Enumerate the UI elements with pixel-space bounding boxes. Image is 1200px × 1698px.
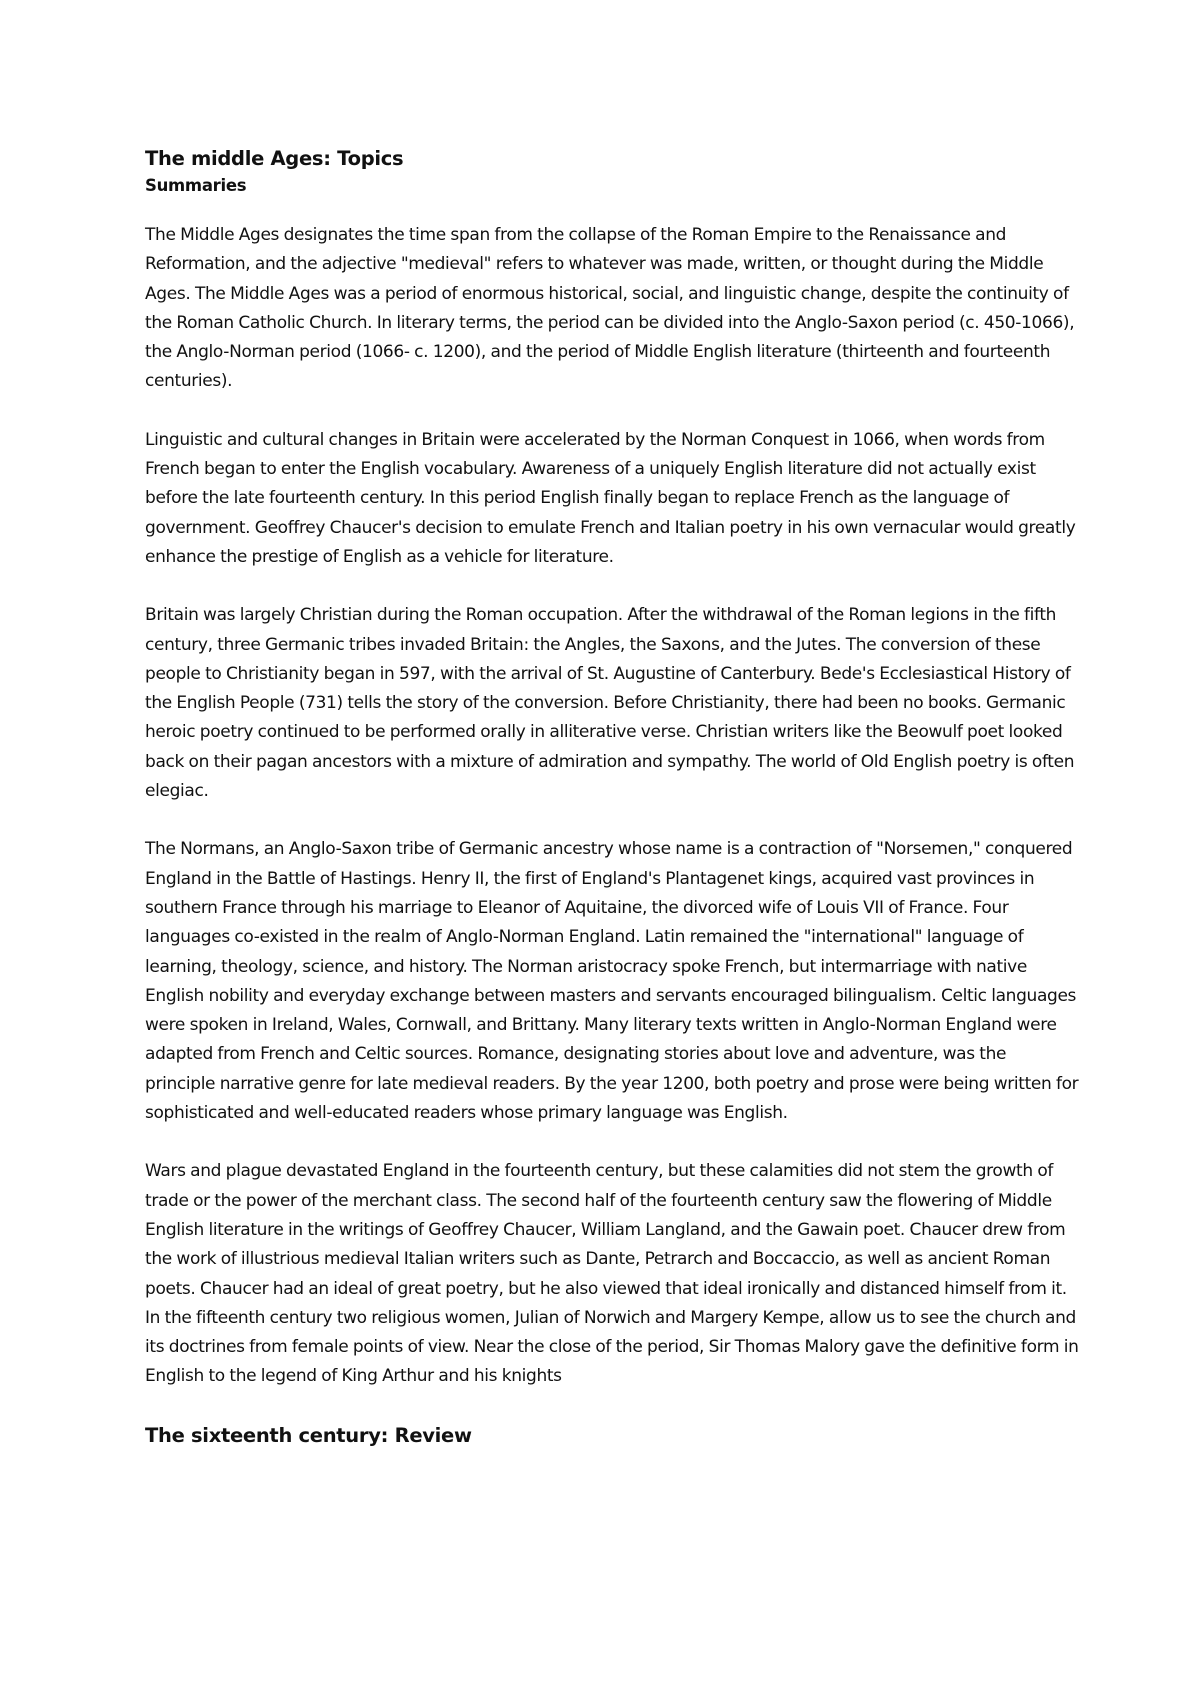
document-subtitle: Summaries	[145, 176, 247, 195]
paragraph-5: Wars and plague devastated England in the fourteenth century, but these calamities did not stem the growth of trade or the power of the merchant class. The second half of the fourteenth century saw the flowering of Middle English literature in the writings of Geoffrey Chaucer, William Langland, and the Gawain poet. Chaucer drew from the work of illustrious medieval Italian writers such as Dante, Petrarch and Boccaccio, as well as ancient Roman poets. Chaucer had an ideal of great poetry, but he also viewed that ideal ironically and distanced himself from it. In the fifteenth century two religious women, Julian of Norwich and Margery Kempe, allow us to see the church and its doctrines from female points of view. Near the close of the period, Sir Thomas Malory gave the definitive form in English to the legend of King Arthur and his knights	[145, 1161, 1079, 1387]
section-heading: The sixteenth century: Review	[145, 1423, 472, 1447]
paragraph-3: Britain was largely Christian during the Roman occupation. After the withdrawal of the Roman legions in the fifth century, three Germanic tribes invaded Britain: the Angles, the Saxons, and the Jutes. The conversion of these people to Christianity began in 597, with the arrival of St. Augustine of Canterbury. Bede's Ecclesiastical History of the English People (731) tells the story of the conversion. Before Christianity, there had been no books. Germanic heroic poetry continued to be performed orally in alliterative verse. Christian writers like the Beowulf poet looked back on their pagan ancestors with a mixture of admiration and sympathy. The world of Old English poetry is often elegiac.	[145, 605, 1075, 802]
paragraph-4: The Normans, an Anglo-Saxon tribe of Germanic ancestry whose name is a contraction of "Norsemen," conquered England in the Battle of Hastings. Henry II, the first of England's Plantagenet kings, acquired vast provinces in southern France through his marriage to Eleanor of Aquitaine, the divorced wife of Louis VII of France. Four languages co-existed in the realm of Anglo-Norman England. Latin remained the "international" language of learning, theology, science, and history. The Norman aristocracy spoke French, but intermarriage with native English nobility and everyday exchange between masters and servants encouraged bilingualism. Celtic languages were spoken in Ireland, Wales, Cornwall, and Brittany. Many literary texts written in Anglo-Norman England were adapted from French and Celtic sources. Romance, designating stories about love and adventure, was the principle narrative genre for late medieval readers. By the year 1200, both poetry and prose were being written for sophisticated and well-educated readers whose primary language was English.	[145, 839, 1079, 1124]
document-page	[145, 145, 1080, 1451]
paragraph-2: Linguistic and cultural changes in Britain were accelerated by the Norman Conquest in 1066, when words from French began to enter the English vocabulary. Awareness of a uniquely English literature did not actually exist before the late fourteenth century. In this period English finally began to replace French as the language of government. Geoffrey Chaucer's decision to emulate French and Italian poetry in his own vernacular would greatly enhance the prestige of English as a vehicle for literature.	[145, 429, 1076, 567]
document-title: The middle Ages: Topics	[145, 147, 404, 170]
paragraph-1: The Middle Ages designates the time span from the collapse of the Roman Empire to the Renaissance and Reformation, and the adjective "medieval" refers to whatever was made, written, or thought during the Middle Ages. The Middle Ages was a period of enormous historical, social, and linguistic change, despite the continuity of the Roman Catholic Church. In literary terms, the period can be divided into the Anglo-Saxon period (c. 450-1066), the Anglo-Norman period (1066- c. 1200), and the period of Middle English literature (thirteenth and fourteenth centuries).	[145, 225, 1075, 392]
